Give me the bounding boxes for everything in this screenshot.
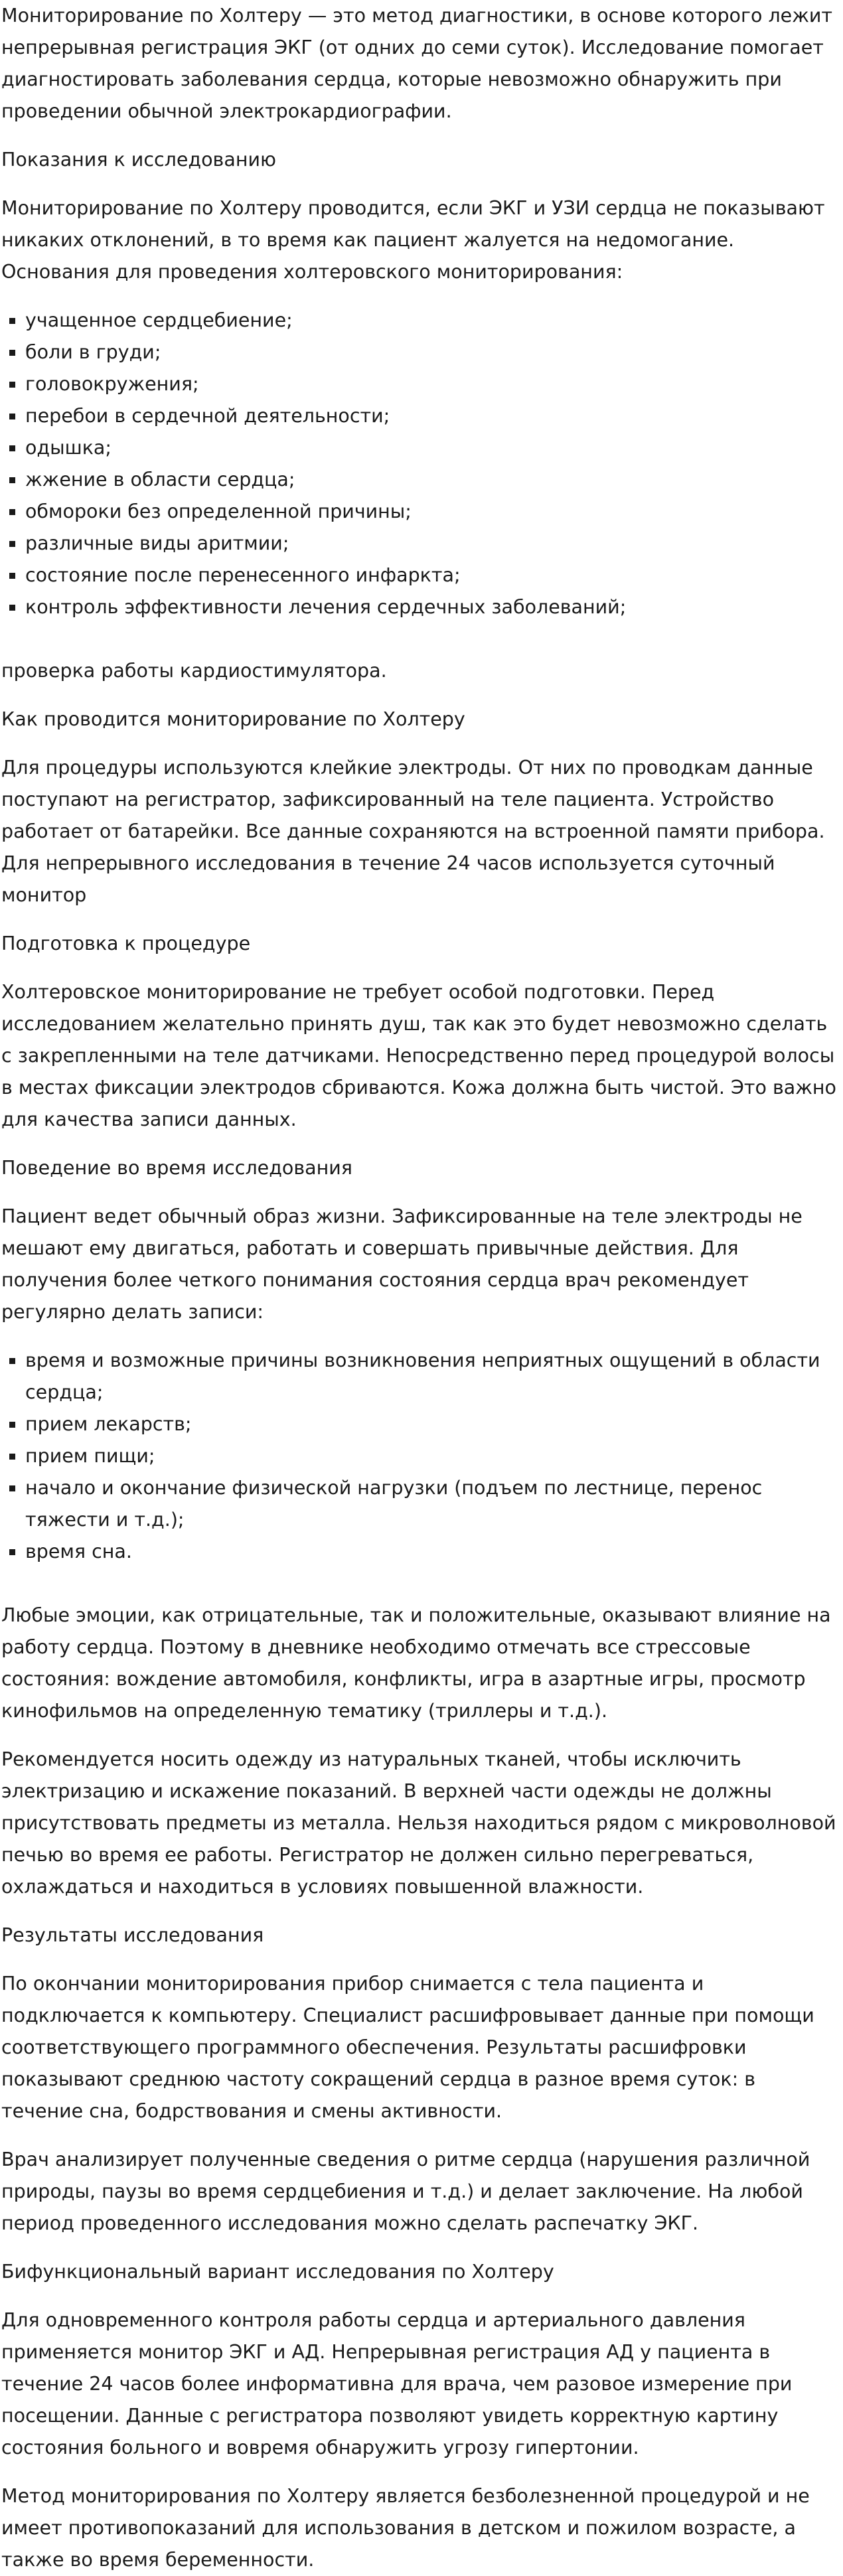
clothing-paragraph: Рекомендуется носить одежду из натуральных тканей, чтобы исключить электризацию и искажение показаний. В верхней части одежды не должны присутствовать предметы из металла. Нельзя находиться рядом с микроволновой печью во время ее работы. Регистратор не должен сильно перегреваться, охлаждаться и находиться в условиях повышенной влажности. (1, 1748, 836, 1898)
list-item: ▪ обмороки без определенной причины; (25, 496, 836, 528)
list-item: ▪ жжение в области сердца; (25, 464, 836, 496)
list-item: ▪ боли в груди; (25, 337, 836, 368)
list-item: ▪ начало и окончание физической нагрузки (подъем по лестнице, перенос тяжести и т.д.); (25, 1472, 836, 1536)
emotions-paragraph: Любые эмоции, как отрицательные, так и положительные, оказывают влияние на работу сердца. Поэтому в дневнике необходимо отмечать все стрессовые состояния: вождение автомобиля, конфликты, игра в азартные игры, просмотр кинофильмов на определенную тематику (триллеры и т.д.). (1, 1604, 831, 1722)
list-item: ▪ перебои в сердечной деятельности; (25, 400, 836, 432)
procedure-paragraph: Для процедуры используются клейкие электроды. От них по проводкам данные поступают на регистратор, зафиксированный на теле пациента. Устройство работает от батарейки. Все данные сохраняются на встроенной памяти прибора. Для непрерывного исследования в течение 24 часов используется суточный монитор (1, 757, 825, 906)
behavior-list (1, 1345, 836, 1568)
indications-list (1, 305, 836, 623)
behavior-paragraph: Пациент ведет обычный образ жизни. Зафиксированные на теле электроды не мешают ему двигаться, работать и совершать привычные действия. Для получения более четкого понимания состояния сердца врач рекомендует регулярно делать записи: (1, 1205, 803, 1323)
list-item: ▪ время и возможные причины возникновения неприятных ощущений в области сердца; (25, 1345, 836, 1408)
list-item: ▪ контроль эффективности лечения сердечных заболеваний; (25, 591, 836, 623)
list-item: ▪ различные виды аритмии; (25, 528, 836, 560)
list-item: ▪ время сна. (25, 1536, 836, 1568)
bifunctional-paragraph: Для одновременного контроля работы сердца и артериального давления применяется монитор ЭКГ и АД. Непрерывная регистрация АД у пациента в течение 24 часов более информативна для врача, чем разовое измерение при посещении. Данные с регистратора позволяют увидеть корректную картину состояния больного и вовремя обнаружить угрозу гипертонии. (1, 2309, 793, 2459)
section-heading-results: Результаты исследования (1, 1924, 264, 1946)
results-paragraph: По окончании мониторирования прибор снимается с тела пациента и подключается к компьютеру. Специалист расшифровывает данные при помощи соответствующего программного обеспечения. Результаты расшифровки показывают среднюю частоту сокращений сердца в разное время суток: в течение сна, бодрствования и смены активности. (1, 1973, 814, 2122)
pacemaker-paragraph: проверка работы кардиостимулятора. (1, 660, 387, 682)
intro-paragraph: Мониторирование по Холтеру — это метод диагностики, в основе которого лежит непрерывная регистрация ЭКГ (от одних до семи суток). Исследование помогает диагностировать заболевания сердца, которые невозможно обнаружить при проведении обычной электрокардиографии. (1, 5, 833, 122)
list-item: ▪ состояние после перенесенного инфаркта; (25, 560, 836, 591)
list-item: ▪ головокружения; (25, 368, 836, 400)
section-heading-behavior: Поведение во время исследования (1, 1157, 352, 1179)
list-item: ▪ учащенное сердцебиение; (25, 305, 836, 337)
section-heading-bifunctional: Бифункциональный вариант исследования по Холтеру (1, 2261, 554, 2283)
section-heading-procedure: Как проводится мониторирование по Холтеру (1, 708, 465, 730)
conclusion-paragraph: Врач анализирует полученные сведения о ритме сердца (нарушения различной природы, паузы во время сердцебиения и т.д.) и делает заключение. На любой период проведенного исследования можно сделать распечатку ЭКГ. (1, 2149, 810, 2234)
preparation-paragraph: Холтеровское мониторирование не требует особой подготовки. Перед исследованием желательно принять душ, так как это будет невозможно сделать с закрепленными на теле датчиками. Непосредственно перед процедурой волосы в местах фиксации электродов сбриваются. Кожа должна быть чистой. Это важно для качества записи данных. (1, 981, 836, 1130)
section-heading-preparation: Подготовка к процедуре (1, 933, 251, 954)
final-paragraph: Метод мониторирования по Холтеру является безболезненной процедурой и не имеет противопоказаний для использования в детском и пожилом возрасте, а также во время беременности. (1, 2485, 810, 2571)
list-item: ▪ одышка; (25, 432, 836, 464)
list-item: ▪ прием лекарств; (25, 1408, 836, 1440)
section-heading-indications: Показания к исследованию (1, 149, 276, 171)
list-item: ▪ прием пищи; (25, 1440, 836, 1472)
indications-paragraph: Мониторирование по Холтеру проводится, если ЭКГ и УЗИ сердца не показывают никаких отклонений, в то время как пациент жалуется на недомогание. Основания для проведения холтеровского мониторирования: (1, 197, 825, 283)
